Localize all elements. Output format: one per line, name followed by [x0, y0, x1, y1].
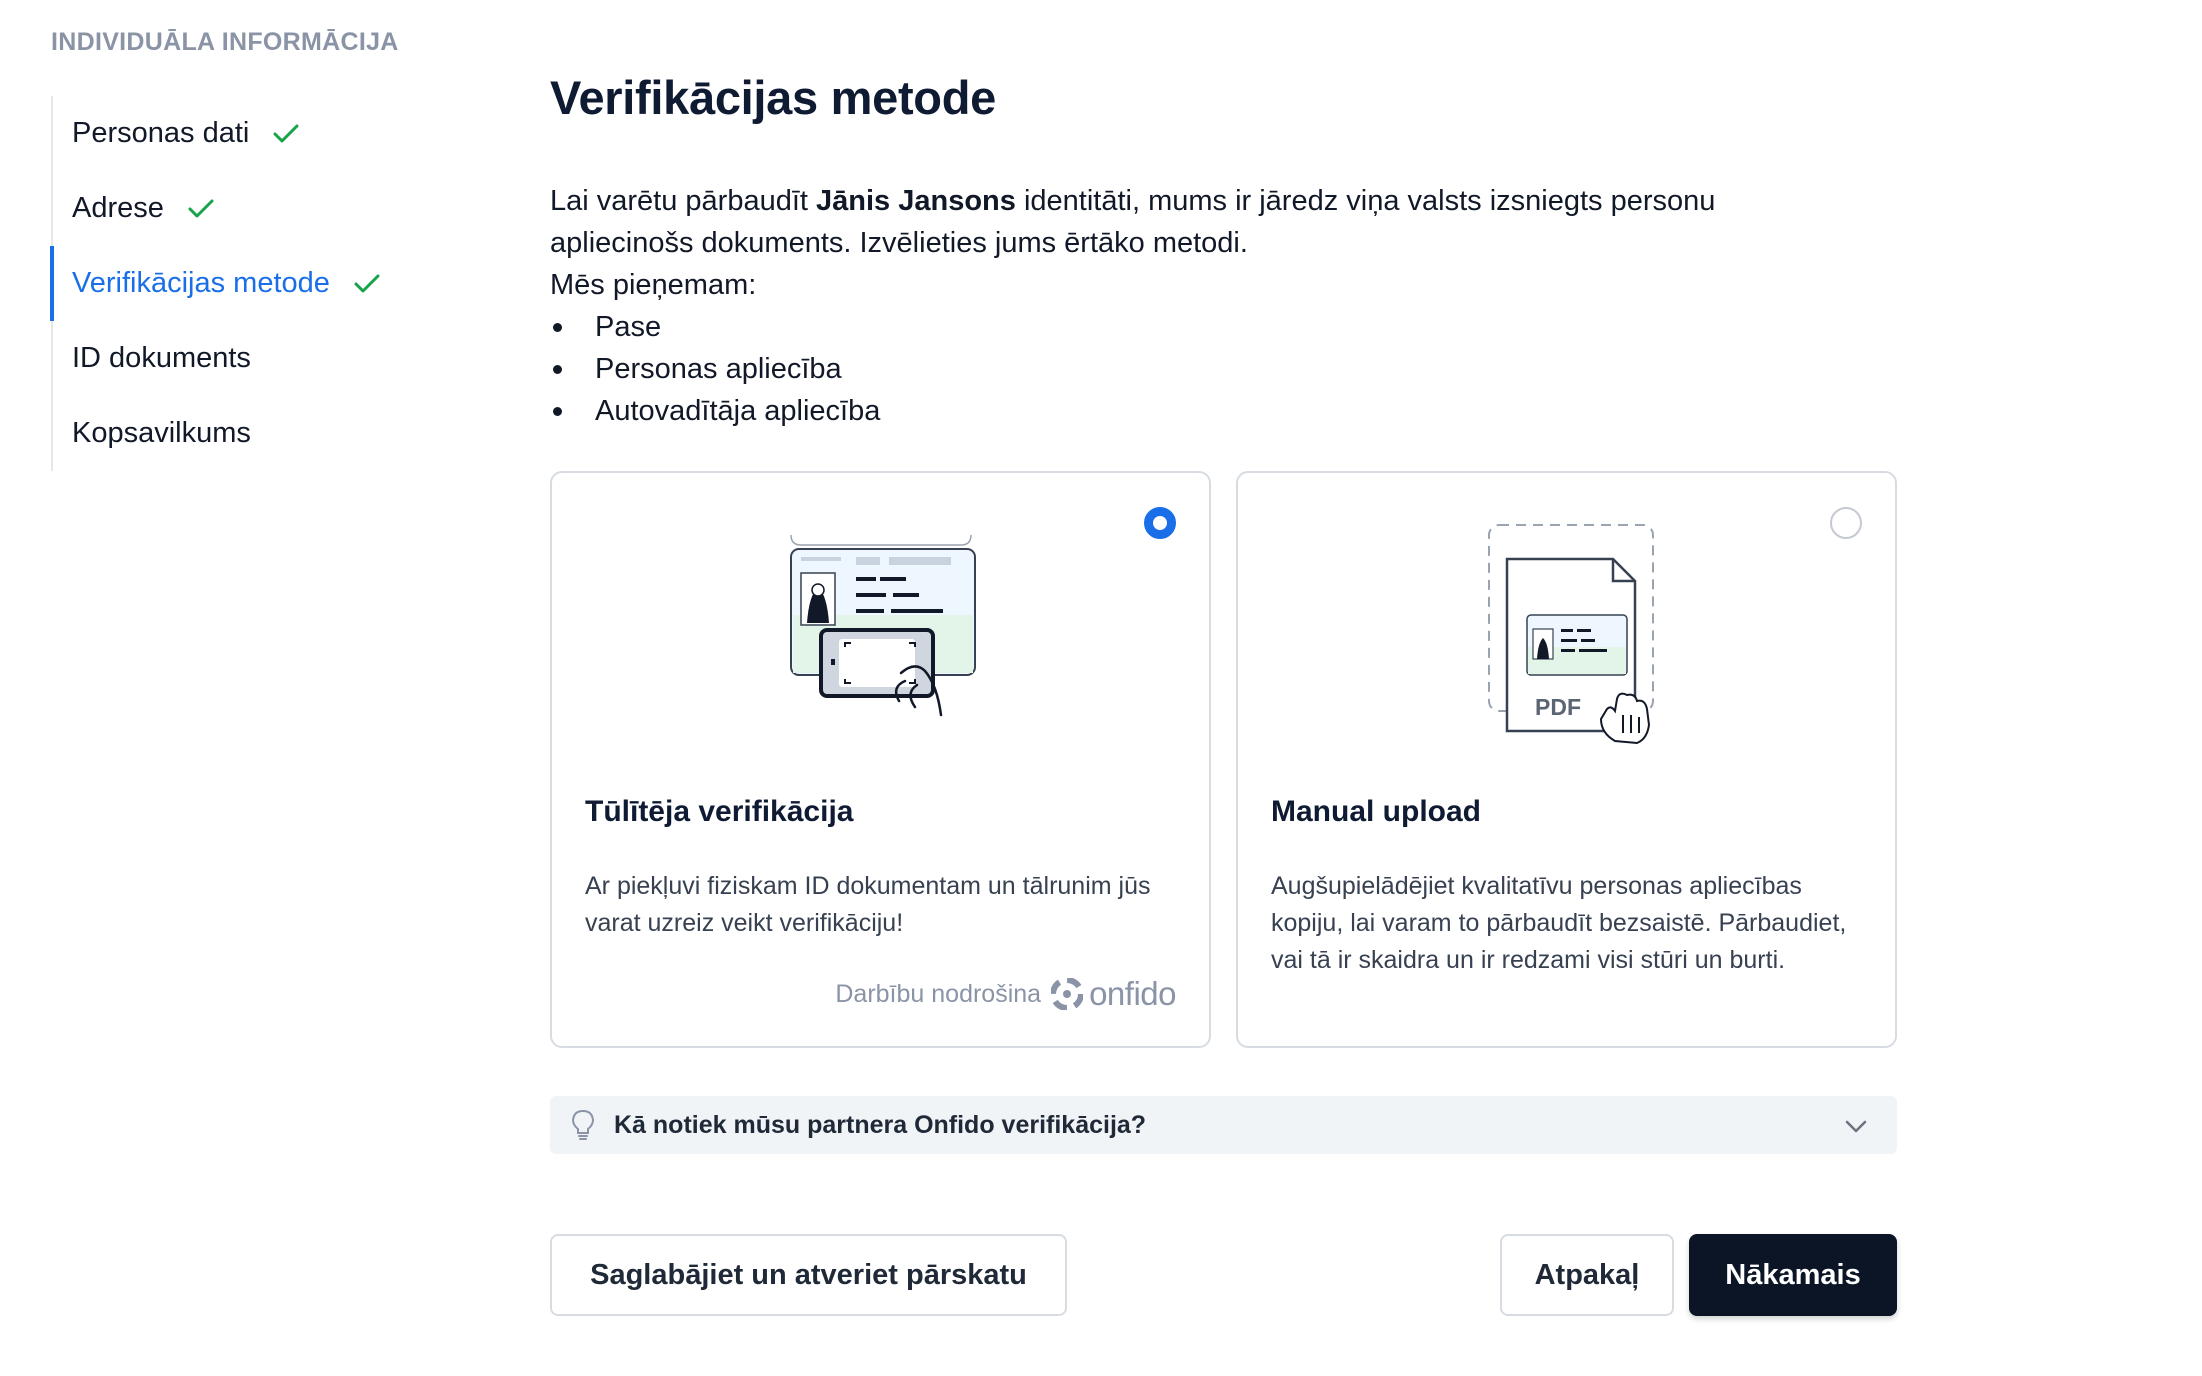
sidebar-item-personas-dati[interactable] [53, 96, 451, 171]
list-item: Personas apliecība [550, 348, 1850, 390]
sidebar-item-adrese[interactable] [53, 171, 451, 246]
intro-before: Lai varētu pārbaudīt [550, 185, 817, 217]
pdf-label: PDF [1534, 694, 1581, 720]
intro-text [550, 180, 1850, 432]
option-title: Tūlītēja verifikācija [585, 795, 854, 828]
radio-manual-upload[interactable] [1830, 507, 1862, 539]
onfido-icon [1051, 978, 1083, 1010]
next-button[interactable]: Nākamais [1689, 1234, 1897, 1316]
option-card-instant-verification[interactable] [550, 471, 1211, 1048]
check-icon [271, 119, 301, 149]
list-item: Autovadītāja apliecība [550, 390, 1850, 432]
chevron-down-icon [1843, 1113, 1869, 1139]
option-description: Ar piekļuvi fiziskam ID dokumentam un tālrunim jūs varat uzreiz veikt verifikāciju! [585, 872, 1151, 937]
accepted-documents-list [550, 306, 1850, 432]
pdf-upload-icon [1477, 519, 1657, 754]
phone-scan-id-icon [781, 535, 981, 740]
sidebar-item-label: Personas dati [72, 117, 250, 149]
option-title: Manual upload [1271, 795, 1481, 828]
sidebar-item-label: Adrese [72, 192, 164, 224]
provider-name: onfido [1089, 975, 1176, 1012]
lightbulb-icon [570, 1109, 596, 1141]
onfido-logo [1051, 975, 1176, 1013]
check-icon [352, 269, 382, 299]
back-button[interactable]: Atpakaļ [1500, 1234, 1674, 1316]
faq-label: Kā notiek mūsu partnera Onfido verifikācija? [614, 1110, 1147, 1139]
sidebar-item-id-dokuments[interactable] [53, 321, 451, 396]
option-description: Augšupielādējiet kvalitatīvu personas apliecības kopiju, lai varam to pārbaudīt bezsaistē. Pārbaudiet, vai tā ir skaidra un ir redzami visi stūri un burti. [1271, 872, 1847, 974]
sidebar [51, 28, 471, 449]
option-card-manual-upload[interactable] [1236, 471, 1897, 1048]
applicant-name: Jānis Jansons [816, 185, 1016, 217]
page-title: Verifikācijas metode [550, 71, 996, 124]
powered-by [835, 975, 1176, 1013]
sidebar-item-kopsavilkums[interactable] [53, 396, 451, 471]
powered-by-label: Darbību nodrošina [835, 979, 1042, 1008]
sidebar-item-label: Kopsavilkums [72, 417, 251, 449]
save-and-review-button[interactable]: Saglabājiet un atveriet pārskatu [550, 1234, 1067, 1316]
check-icon [186, 194, 216, 224]
intro-after: identitāti, mums ir jāredz viņa valsts izsniegts personu apliecinošs dokuments. Izvēlieties jums ērtāko metodi. [550, 185, 1716, 259]
radio-instant-verification[interactable] [1144, 507, 1176, 539]
sidebar-item-label: Verifikācijas metode [72, 267, 330, 299]
accept-label: Mēs pieņemam: [550, 269, 757, 301]
sidebar-heading: INDIVIDUĀLA INFORMĀCIJA [51, 28, 399, 56]
faq-accordion[interactable] [550, 1096, 1897, 1154]
list-item: Pase [550, 306, 1850, 348]
sidebar-item-verifikacijas-metode[interactable] [53, 246, 451, 321]
step-list [51, 96, 451, 471]
intro-paragraph [550, 180, 1850, 264]
sidebar-item-label: ID dokuments [72, 342, 251, 374]
